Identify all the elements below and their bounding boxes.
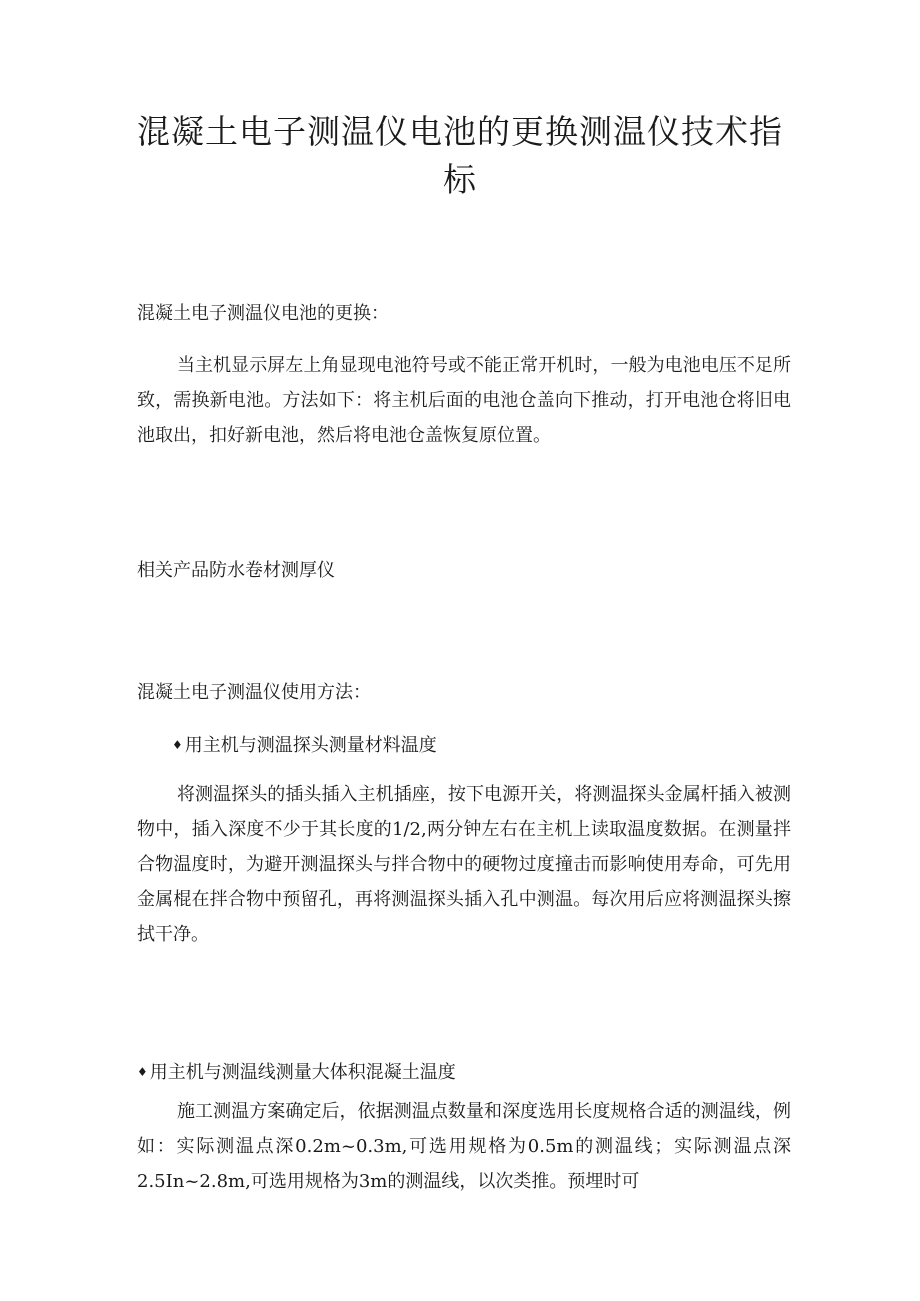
battery-replacement-heading: 混凝土电子测温仪电池的更换： — [137, 303, 389, 324]
usage-method-heading: 混凝土电子测温仪使用方法： — [137, 682, 371, 703]
bullet-cable-measurement-label: 用主机与测温线测量大体积混凝土温度 — [149, 1062, 456, 1083]
probe-measurement-paragraph: 将测温探头的插头插入主机插座，按下电源开关，将测温探头金属杆插入被测物中，插入深度不少于其长度的1/2,两分钟左右在主机上读取温度数据。在测量拌合物温度时，为避开测温探头与拌合物中的硬物过度撞击而影响使用寿命，可先用金属棍在拌合物中预留孔，再将测温探头插入孔中测温。每次用后应将测温探头擦拭干净。 — [137, 784, 791, 945]
battery-replacement-paragraph: 当主机显示屏左上角显现电池符号或不能正常开机时，一般为电池电压不足所致，需换新电池。方法如下：将主机后面的电池仓盖向下推动，打开电池仓将旧电池取出，扣好新电池，然后将电池仓盖恢复原位置。 — [137, 355, 791, 446]
bullet-cable-measurement — [137, 1060, 456, 1085]
diamond-bullet-icon: ♦ — [137, 1065, 148, 1079]
bullet-probe-measurement-label: 用主机与测温探头测量材料温度 — [184, 735, 437, 756]
cable-measurement-paragraph: 施工测温方案确定后，依据测温点数量和深度选用长度规格合适的测温线，例如：实际测温点深0.2m~0.3m,可选用规格为0.5m的测温线；实际测温点深2.5In~2.8m,可选用规格为3m的测温线，以次类推。预埋时可 — [137, 1101, 791, 1192]
bullet-probe-measurement — [172, 733, 437, 758]
diamond-bullet-icon: ♦ — [172, 738, 183, 752]
document-title: 混凝土电子测温仪电池的更换测温仪技术指标 — [137, 112, 783, 199]
related-product-text: 相关产品防水卷材测厚仪 — [137, 560, 335, 581]
